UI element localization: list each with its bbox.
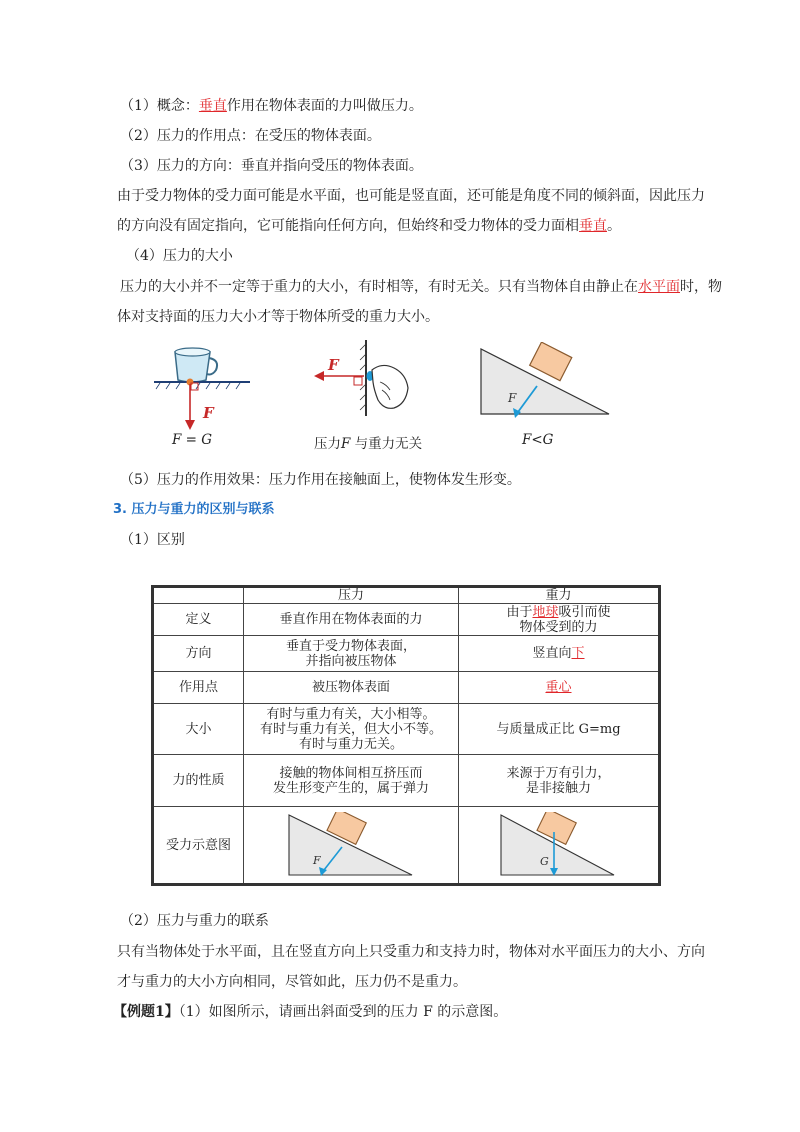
pressure-cell [244,755,459,807]
subsection-relation: （2）压力与重力的联系 [120,913,269,929]
table-header-row [153,587,660,604]
pressure-cell [244,704,459,755]
gravity-cell [458,604,659,636]
table-row [153,807,660,885]
cell-line: 来源于万有引力， [506,765,611,781]
table-row [153,704,660,755]
gravity-cell [458,672,659,704]
relation-line-1: 只有当物体处于水平面，且在竖直方向上只受重力和支持力时，物体对水平面压力的大小、方向 [117,944,705,960]
text: F [341,436,351,452]
force-label: F [328,356,339,374]
incline-gravity-diagram [498,812,618,878]
table-header-cell: 重力 [458,587,659,604]
fig3-caption: F<G [522,432,554,448]
highlight-text: 重心 [545,680,572,695]
arrow-head [185,420,195,430]
text: 。 [607,218,621,234]
text: 竖直向 [532,646,572,661]
magnitude-line-1 [120,277,722,297]
example-tag: 【例题1】 [113,1004,179,1020]
highlight-text: 水平面 [638,279,680,295]
highlight-text: 地球 [532,604,559,620]
concept-line [120,96,423,116]
row-label: 受力示意图 [153,807,244,885]
table-header-cell [153,587,244,604]
cell-line: 接触的物体间相互挤压而 [279,765,423,781]
fig2-caption [314,432,422,452]
table-row [153,604,660,636]
pressure-diagram-cell [244,807,459,885]
incline-pressure-diagram [286,812,416,878]
row-label: 大小 [153,704,244,755]
magnitude-line-2: 体对支持面的压力大小才等于物体所受的重力大小。 [117,309,439,325]
right-angle-mark [354,377,362,385]
cup-illustration [175,348,217,382]
row-label: 作用点 [153,672,244,704]
force-label: F [508,391,517,405]
example-line [113,1002,507,1022]
text: 吸引而使 [558,604,611,620]
arrow-head [314,371,324,381]
direction-line: （3）压力的方向：垂直并指向受压的物体表面。 [120,158,423,174]
highlight-text: 垂直 [198,98,227,114]
table-row [153,636,660,672]
figure-block-incline [478,342,613,420]
explanation-line-1: 由于受力物体的受力面可能是水平面，也可能是竖直面，还可能是角度不同的倾斜面，因此压力 [117,188,705,204]
text: 压力的大小并不一定等于重力的大小，有时相等，有时无关。只有当物体自由静止在 [120,279,638,295]
cell-line: 是非接触力 [525,780,591,796]
gravity-cell: 与质量成正比 G=mg [458,704,659,755]
gravity-cell [458,636,659,672]
cell-line: 有时与重力有关，但大小不等。 [260,721,443,737]
text: 作用在物体表面的力叫做压力。 [226,98,423,114]
force-label: F [203,404,214,422]
text: 与重力无关 [350,436,423,452]
highlight-text: 垂直 [579,218,607,234]
pressure-cell [244,636,459,672]
figure-cup-horizontal [150,340,250,430]
gravity-label: G [540,855,550,868]
subsection-difference: （1）区别 [120,532,185,548]
fig1-caption: F = G [172,432,213,448]
gravity-cell [458,755,659,807]
text: （1）概念： [120,98,199,114]
hand-illustration [367,365,409,408]
table-header-cell: 压力 [244,587,459,604]
row-label: 定义 [153,604,244,636]
pressure-cell: 被压物体表面 [244,672,459,704]
cell-line: 物体受到的力 [519,619,598,635]
relation-line-2: 才与重力的大小方向相同，尽管如此，压力仍不是重力。 [117,974,467,990]
magnitude-heading: （4）压力的大小 [126,248,233,264]
text: 由于 [506,604,533,620]
comparison-table [151,585,661,886]
table-row [153,755,660,807]
cell-line: 垂直于受力物体表面， [286,638,417,654]
text: 时，物 [680,279,722,295]
text: 的方向没有固定指向，它可能指向任何方向，但始终和受力物体的受力面相 [117,218,579,234]
gravity-diagram-cell [458,807,659,885]
text: 压力 [314,436,341,452]
figure-hand-wall [310,338,420,418]
row-label: 力的性质 [153,755,244,807]
cell-line [463,605,654,620]
effect-line: （5）压力的作用效果：压力作用在接触面上，使物体发生形变。 [120,472,521,488]
cell-line: 有时与重力有关，大小相等。 [266,706,436,722]
block [530,342,572,381]
pressure-cell: 垂直作用在物体表面的力 [244,604,459,636]
highlight-text: 下 [571,646,585,661]
example-text: （1）如图所示，请画出斜面受到的压力 F 的示意图。 [178,1004,508,1020]
cell-line: 发生形变产生的，属于弹力 [273,780,430,796]
point-of-action-line: （2）压力的作用点：在受压的物体表面。 [120,128,381,144]
explanation-line-2 [117,216,621,236]
table-row [153,672,660,704]
force-label: F [313,854,321,867]
row-label: 方向 [153,636,244,672]
section-heading: 3. 压力与重力的区别与联系 [113,502,275,517]
cell-line: 并指向被压物体 [305,653,397,669]
cell-line: 有时与重力无关。 [299,736,404,752]
